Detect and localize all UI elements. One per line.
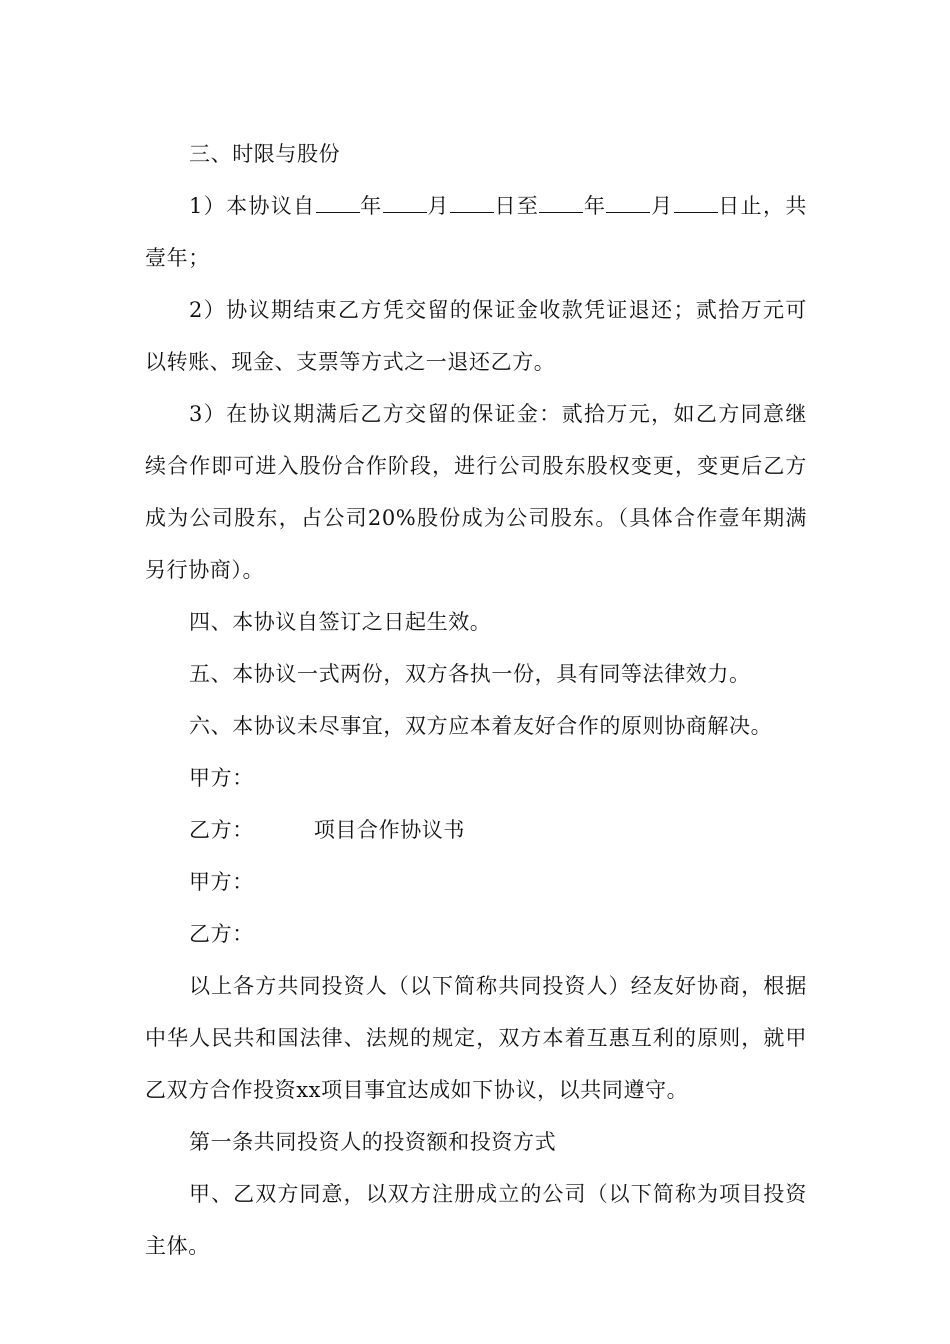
blank-month-end [606, 194, 650, 213]
clause-1-text-a: 1）本协议自 [189, 194, 316, 218]
clause-1-text-c: 月 [426, 194, 450, 218]
clause-1-text-g: 日止，共壹年； [145, 194, 807, 270]
blank-year-start [316, 194, 360, 213]
article-1-heading: 第一条共同投资人的投资额和投资方式 [189, 1130, 557, 1154]
agreement-title: 项目合作协议书 [313, 818, 466, 842]
party-a-label-2: 甲方： [189, 870, 254, 894]
blank-month-start [383, 194, 427, 213]
clause-1-text-d: 日至 [493, 194, 540, 218]
party-a-label: 甲方： [189, 766, 254, 790]
clause-3-share-cooperation: 3）在协议期满后乙方交留的保证金：贰拾万元，如乙方同意继续合作即可进入股份合作阶段，进行公司股东股权变更，变更后乙方成为公司股东，占公司20%股份成为公司股东。（具体合作壹年期满另行协商）。 [145, 402, 807, 582]
party-b-label: 乙方： [189, 818, 254, 842]
section-unresolved-matters: 六、本协议未尽事宜，双方应本着友好合作的原则协商解决。 [189, 714, 773, 738]
document-page [145, 128, 807, 1272]
preamble-paragraph: 以上各方共同投资人（以下简称共同投资人）经友好协商，根据中华人民共和国法律、法规的规定，双方本着互惠互利的原则，就甲乙双方合作投资xx项目事宜达成如下协议，以共同遵守。 [145, 974, 807, 1102]
party-b-label-2: 乙方： [189, 922, 254, 946]
blank-day-end [674, 194, 718, 213]
clause-1-period [145, 180, 807, 284]
section-effective-date: 四、本协议自签订之日起生效。 [189, 610, 492, 634]
article-1-body: 甲、乙双方同意，以双方注册成立的公司（以下简称为项目投资主体。 [145, 1182, 807, 1258]
clause-1-text-b: 年 [359, 194, 383, 218]
clause-2-deposit-refund: 2）协议期结束乙方凭交留的保证金收款凭证退还；贰拾万元可以转账、现金、支票等方式之一退还乙方。 [145, 298, 807, 374]
blank-day-start [450, 194, 494, 213]
section-heading-term-shares: 三、时限与股份 [189, 142, 341, 166]
section-copies: 五、本协议一式两份，双方各执一份，具有同等法律效力。 [189, 662, 751, 686]
clause-1-text-f: 月 [650, 194, 674, 218]
party-b-line [145, 804, 807, 856]
clause-1-text-e: 年 [583, 194, 607, 218]
blank-year-end [539, 194, 583, 213]
